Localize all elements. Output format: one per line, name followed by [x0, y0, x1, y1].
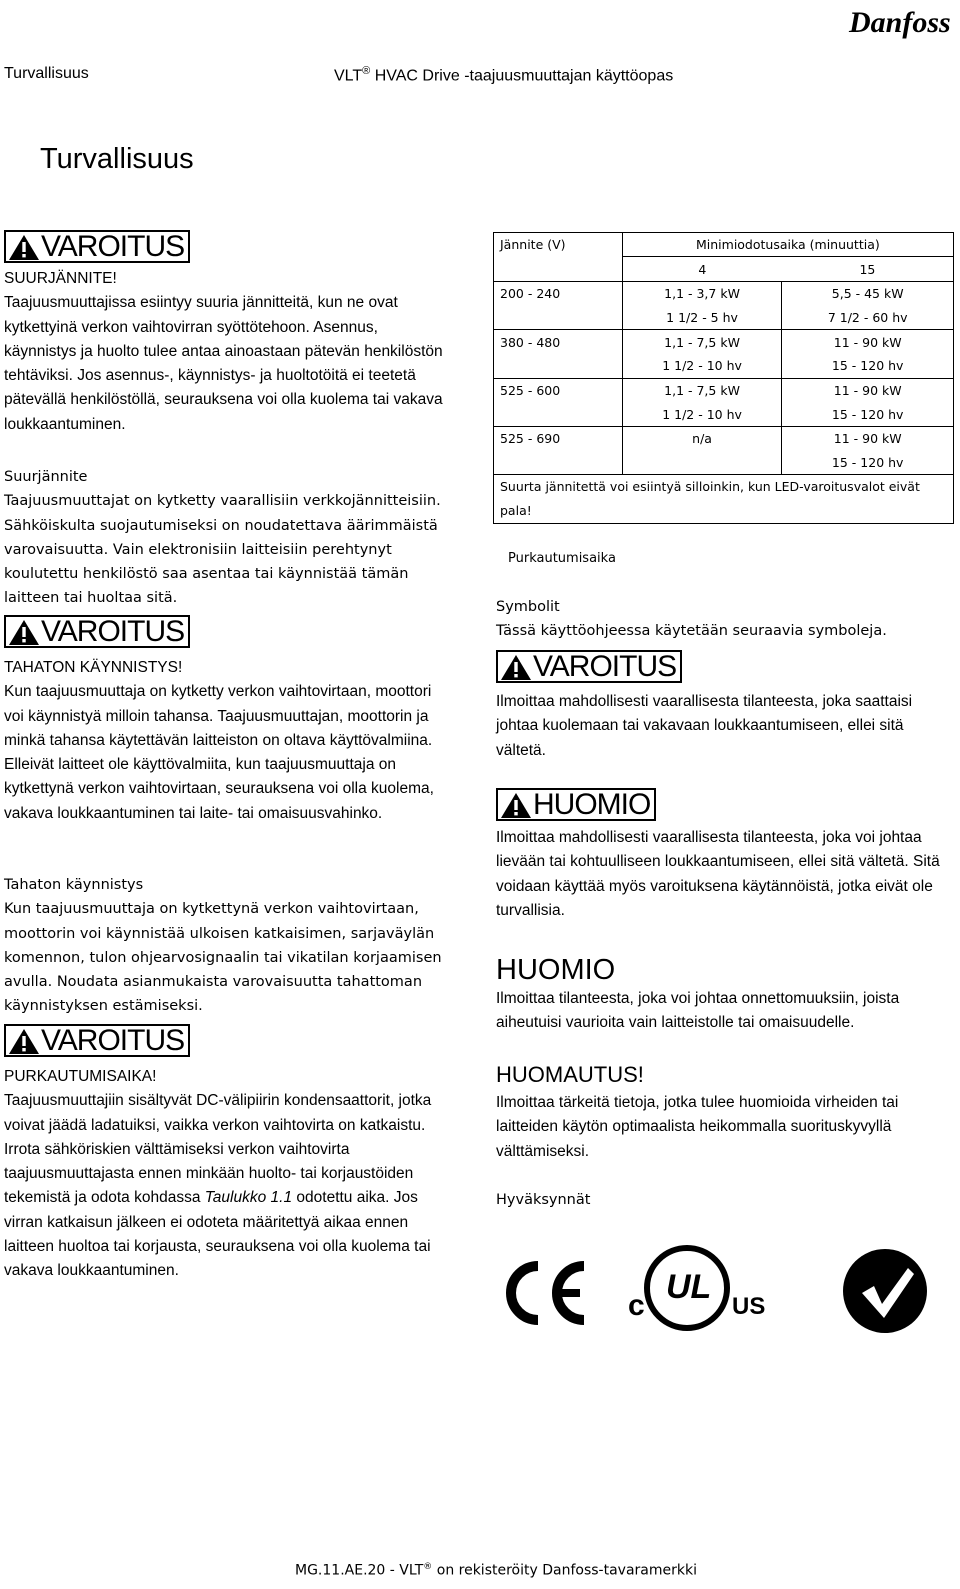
warning-triangle-icon [500, 653, 532, 681]
warning-high-voltage: SUURJÄNNITE! Taajuusmuuttajissa esiintyy suuria jännitteitä, kun ne ovat kytkettyinä verkon vaihtovirran syöttötehoon. Asennus, käynnistys ja huolto tulee antaa ainoastaan pätevän henkilöstön tehtäviksi. Jos asennus-, käynnistys- ja huoltotöitä ei teetetä pätevällä henkilöstöllä, seurauksena voi olla kuolema tai vakava loukkaantuminen. [4, 270, 443, 433]
table-subheader-15: 15 [782, 257, 954, 282]
symbol-notice-description: Ilmoittaa tärkeitä tietoja, jotka tulee huomioida virheiden tai laitteiden käytön optimaalista heikommalla suorituskyvyllä välttämiseksi. [496, 1094, 899, 1160]
discharge-time-table [493, 232, 954, 524]
table-row: 1 1/2 - 10 hv 15 - 120 hv [494, 402, 954, 426]
warning-unintended-start: TAHATON KÄYNNISTYS! Kun taajuusmuuttaja on kytketty verkon vaihtovirtaan, moottori voi käynnistyä milloin tahansa. Taajuusmuuttajan, moottorin ja minkä tahansa käytettävän laitteiston on oltava käyttövalmiina. Elleivät laitteet ole käyttövalmiita, kun taajuusmuuttaja on kytkettynä verkon vaihtovirtaan, seurauksena voi olla kuolema, vakava loukkaantuminen tai laite- tai omaisuusvahinko. [4, 659, 434, 822]
warning-label-1: VAROITUS [4, 230, 190, 263]
header-document-title: VLT® HVAC Drive -taajuusmuuttajan käyttöopas [334, 65, 674, 85]
table-row: 525 - 690 n/a 11 - 90 kW [494, 427, 954, 451]
table-header-blank [494, 257, 623, 282]
symbol-caution-description: Ilmoittaa mahdollisesti vaarallisesta tilanteesta, joka voi johtaa lievään tai kohtuulliseen loukkaantumiseen, ellei sitä vältetä. Sitä voidaan käyttää myös varoituksena käytännöistä, jotka eivät ole turvallisia. [496, 829, 940, 919]
ul-mark-icon: c UL US [628, 1243, 768, 1338]
warning-triangle-icon [8, 1027, 40, 1055]
table-header-wait-time: Minimiodotusaika (minuuttia) [622, 233, 953, 257]
table-caption: Purkautumisaika [508, 551, 616, 566]
symbol-warning-description: Ilmoittaa mahdollisesti vaarallisesta tilanteesta, joka saattaisi johtaa kuolemaan tai vakavaan loukkaantumiseen, ellei sitä vältetä. [496, 693, 913, 759]
svg-text:Danfoss: Danfoss [849, 6, 951, 39]
table-row: 525 - 600 1,1 - 7,5 kW 11 - 90 kW [494, 378, 954, 402]
warning-label-3: VAROITUS [4, 1024, 190, 1057]
table-subheader-4: 4 [622, 257, 782, 282]
footer-trademark: MG.11.AE.20 - VLT® on rekisteröity Danfoss-tavaramerkki [295, 1562, 697, 1579]
ce-mark-icon [500, 1258, 590, 1328]
section-symbols: Symbolit Tässä käyttöohjeessa käytetään seuraavia symboleja. [496, 599, 887, 640]
warning-discharge-time: PURKAUTUMISAIKA! Taajuusmuuttajiin sisältyvät DC-välipiirin kondensaattorit, jotka voivat jäädä ladatuiksi, vaikka verkon vaihtovirta on katkaistu. Irrota sähköriskien välttämiseksi verkon vaihtovirta taajuusmuuttajasta ennen minkään huolto- tai korjaustöiden tekemistä ja odota kohdassa Taulukko 1.1 odotettu aika. Jos virran katkaisun jälkeen ei odoteta määritettyä aikaa ennen laitteen huoltoa tai korjausta, seurauksena voi olla kuolema tai vakava loukkaantuminen. [4, 1068, 432, 1280]
warning-triangle-icon [8, 618, 40, 646]
table-header-voltage: Jännite (V) [494, 233, 623, 257]
symbol-notice-heading: HUOMAUTUS! [496, 1062, 644, 1087]
table-reference: Taulukko 1.1 [204, 1189, 293, 1207]
danfoss-logo [845, 2, 955, 42]
warning-label-2: VAROITUS [4, 615, 190, 648]
table-note: Suurta jännitettä voi esiintyä silloinkin, kun LED-varoitusvalot eivät pala! [494, 475, 954, 524]
symbol-caution-plain-description: Ilmoittaa tilanteesta, joka voi johtaa onnettomuuksiin, joista aiheutuisi vaurioita vain laitteistolle tai omaisuudelle. [496, 990, 900, 1032]
approvals-heading: Hyväksynnät [496, 1192, 591, 1208]
table-row: 1 1/2 - 5 hv 7 1/2 - 60 hv [494, 306, 954, 330]
warning-triangle-icon [8, 233, 40, 261]
symbol-caution-label: HUOMIO [496, 788, 656, 821]
table-row: 1 1/2 - 10 hv 15 - 120 hv [494, 354, 954, 378]
page-title: Turvallisuus [40, 143, 194, 175]
header-section-title: Turvallisuus [4, 65, 89, 82]
warning-triangle-icon [500, 791, 532, 819]
symbol-warning-label: VAROITUS [496, 650, 682, 683]
table-row: 380 - 480 1,1 - 7,5 kW 11 - 90 kW [494, 330, 954, 354]
section-high-voltage: Suurjännite Taajuusmuuttajat on kytketty vaarallisiin verkkojännitteisiin. Sähköiskulta suojautumiseksi on noudatettava äärimmäistä varovaisuutta. Vain elektronisiin laitteisiin perehtynyt koulutettu henkilöstö saa asentaa tai käynnistää tämän laitteen tai huoltaa sitä. [4, 469, 441, 607]
c-tick-mark-icon [842, 1248, 928, 1334]
symbol-caution-plain-heading: HUOMIO [496, 954, 616, 986]
table-row: 200 - 240 1,1 - 3,7 kW 5,5 - 45 kW [494, 281, 954, 305]
table-row: 15 - 120 hv [494, 451, 954, 475]
section-unintended-start: Tahaton käynnistys Kun taajuusmuuttaja on kytkettynä verkon vaihtovirtaan, moottorin voi käynnistää ulkoisen katkaisimen, sarjaväylän komennon, tulon ohjearvosignaalin tai vikatilan korjaamisen avulla. Noudata asianmukaista varovaisuutta tahattoman käynnistyksen estämiseksi. [4, 877, 442, 1015]
